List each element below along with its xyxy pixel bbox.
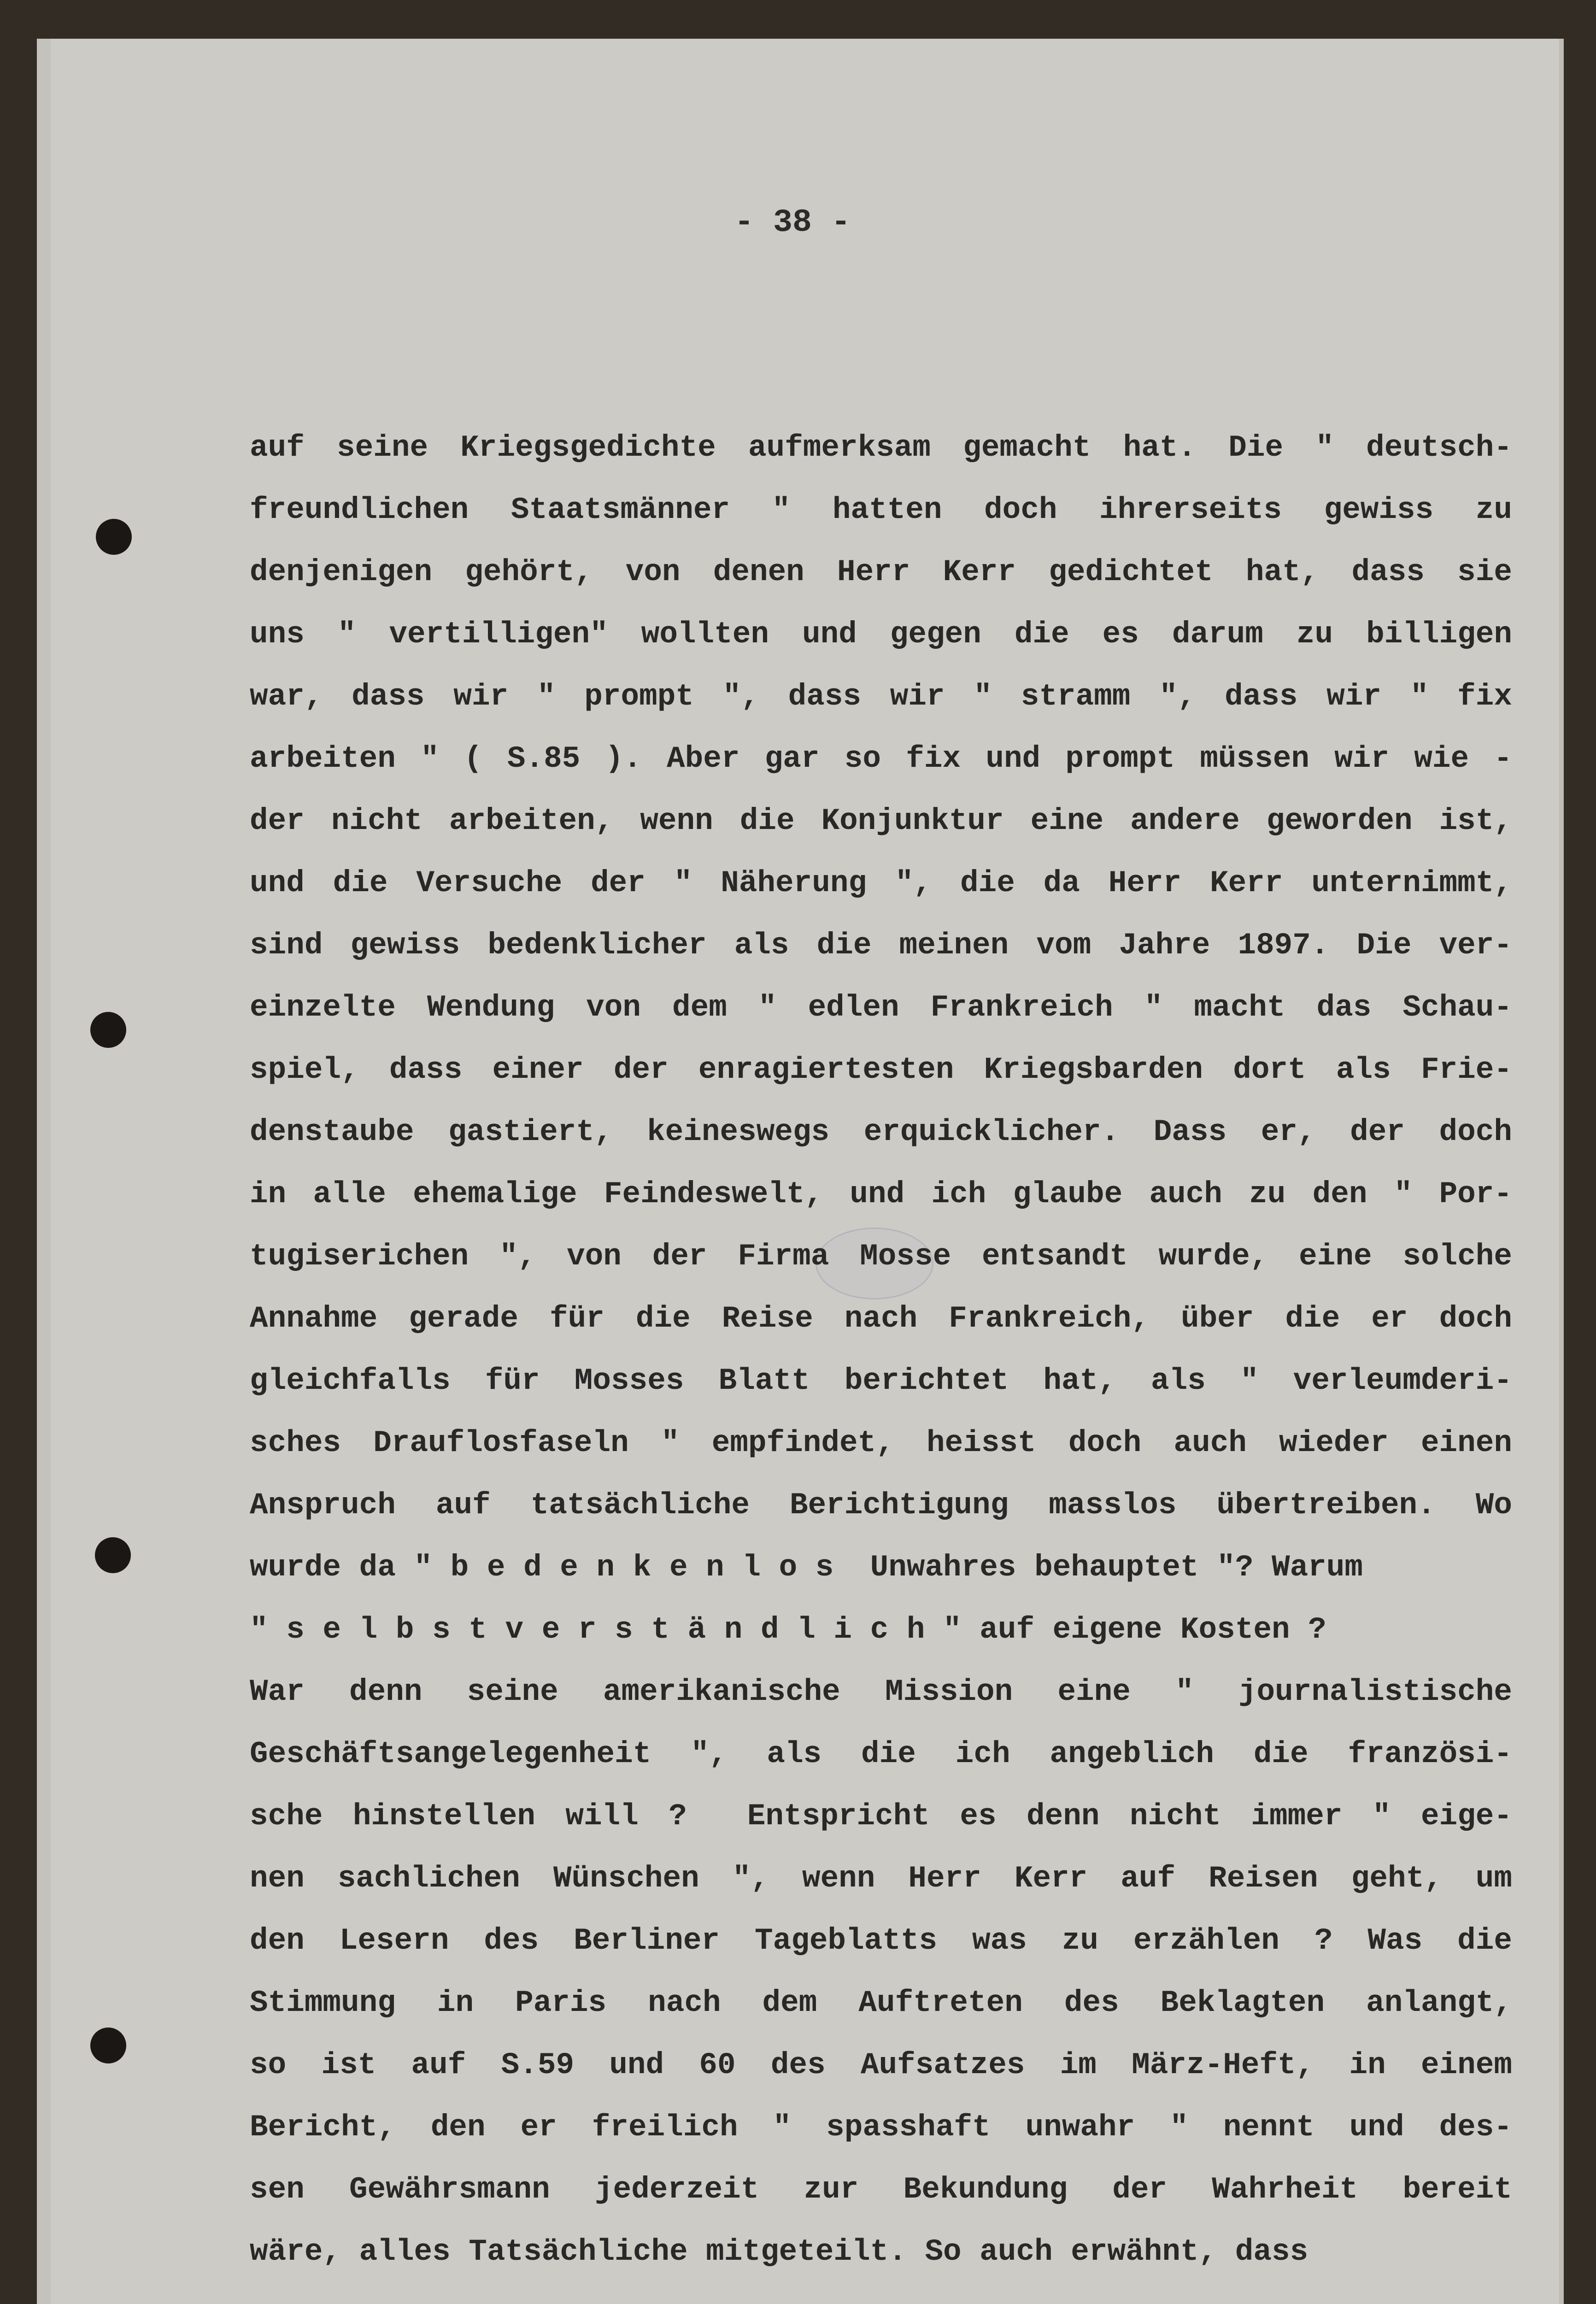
- punch-hole: [95, 1537, 131, 1573]
- text-line: wäre, alles Tatsächliche mitgeteilt. So auch erwähnt, dass: [250, 2234, 1308, 2269]
- text-line: arbeiten " ( S.85 ). Aber gar so fix und prompt müssen wir wie -: [250, 741, 1512, 776]
- text-line: der nicht arbeiten, wenn die Konjunktur eine andere geworden ist,: [250, 804, 1512, 838]
- text-line: " s e l b s t v e r s t ä n d l i c h " auf eigene Kosten ?: [250, 1612, 1326, 1647]
- text-line: so ist auf S.59 und 60 des Aufsatzes im März-Heft, in einem: [250, 2048, 1512, 2082]
- text-line: war, dass wir " prompt ", dass wir " stramm ", dass wir " fix: [250, 679, 1512, 714]
- text-line: Bericht, den er freilich " spasshaft unwahr " nennt und des-: [250, 2110, 1512, 2145]
- text-line: sches Drauflosfaseln " empfindet, heisst doch auch wieder einen: [250, 1426, 1512, 1460]
- text-line: und die Versuche der " Näherung ", die da Herr Kerr unternimmt,: [250, 866, 1512, 900]
- text-line: den Lesern des Berliner Tageblatts was zu erzählen ? Was die: [250, 1923, 1512, 1958]
- text-line: Anspruch auf tatsächliche Berichtigung masslos übertreiben. Wo: [250, 1488, 1512, 1522]
- text-line: in alle ehemalige Feindeswelt, und ich glaube auch zu den " Por-: [250, 1177, 1512, 1211]
- text-line: sen Gewährsmann jederzeit zur Bekundung der Wahrheit bereit: [250, 2172, 1512, 2207]
- text-line: Geschäftsangelegenheit ", als die ich angeblich die französi-: [250, 1737, 1512, 1771]
- text-line: freundlichen Staatsmänner " hatten doch ihrerseits gewiss zu: [250, 493, 1512, 527]
- text-line: denstaube gastiert, keineswegs erquicklicher. Dass er, der doch: [250, 1115, 1512, 1149]
- text-line: uns " vertilligen" wollten und gegen die es darum zu billigen: [250, 617, 1512, 652]
- text-line: tugiserichen ", von der Firma Mosse entsandt wurde, eine solche: [250, 1239, 1512, 1274]
- document-page: [37, 39, 1564, 2304]
- page-edge: [37, 39, 51, 2304]
- text-line: Annahme gerade für die Reise nach Frankreich, über die er doch: [250, 1301, 1512, 1336]
- text-line: auf seine Kriegsgedichte aufmerksam gemacht hat. Die " deutsch-: [250, 430, 1512, 465]
- page-number: - 38 -: [734, 205, 851, 241]
- text-line: Stimmung in Paris nach dem Auftreten des Beklagten anlangt,: [250, 1986, 1512, 2020]
- text-line: einzelte Wendung von dem " edlen Frankreich " macht das Schau-: [250, 990, 1512, 1025]
- text-line: denjenigen gehört, von denen Herr Kerr gedichtet hat, dass sie: [250, 555, 1512, 589]
- punch-hole: [96, 519, 132, 555]
- text-line: sche hinstellen will ? Entspricht es denn nicht immer " eige-: [250, 1799, 1512, 1834]
- text-line: War denn seine amerikanische Mission eine " journalistische: [250, 1675, 1512, 1709]
- text-line: sind gewiss bedenklicher als die meinen vom Jahre 1897. Die ver-: [250, 928, 1512, 963]
- text-line: wurde da " b e d e n k e n l o s Unwahres behauptet "? Warum: [250, 1550, 1363, 1585]
- text-line: gleichfalls für Mosses Blatt berichtet hat, als " verleumderi-: [250, 1364, 1512, 1398]
- punch-hole: [90, 2028, 126, 2063]
- body-text: [250, 417, 1512, 2283]
- text-line: nen sachlichen Wünschen ", wenn Herr Kerr auf Reisen geht, um: [250, 1861, 1512, 1896]
- text-line: spiel, dass einer der enragiertesten Kriegsbarden dort als Frie-: [250, 1052, 1512, 1087]
- punch-hole: [90, 1012, 126, 1048]
